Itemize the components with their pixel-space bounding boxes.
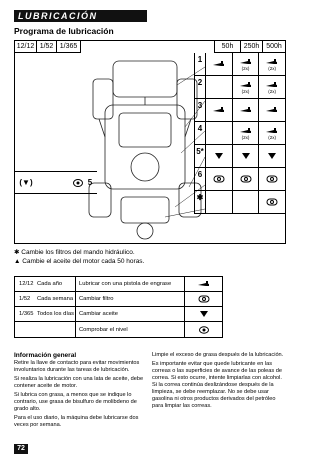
page-title: Programa de lubricación — [14, 26, 114, 36]
row-number: 5* — [196, 147, 204, 156]
info-paragraph: Si lubrica con grasa, a menos que se indique lo contrario, use grasa de bisulfuro de molibdeno de grado alto. — [14, 392, 137, 412]
grid-cell — [258, 53, 285, 75]
table-row — [15, 322, 222, 337]
row-number: 6 — [197, 170, 203, 179]
grease-gun-icon — [265, 81, 279, 89]
grease-gun-icon — [239, 58, 253, 66]
grease-gun-icon — [212, 60, 226, 68]
grid-row — [194, 168, 285, 191]
legend-icon-cell — [184, 322, 222, 337]
legend-code: 1/365 — [19, 311, 34, 317]
info-column-right — [152, 352, 287, 412]
grid-cell — [258, 99, 285, 121]
legend-code: 12/12 — [19, 281, 34, 287]
filter-paren-icon: (▼) — [19, 178, 33, 187]
row-number: 3 — [197, 101, 203, 110]
grid-cell — [232, 145, 259, 167]
filter-icon — [212, 175, 226, 183]
info-paragraph: Para el uso diario, la máquina debe lubricarse dos veces por semana. — [14, 415, 139, 428]
legend-code: 1/52 — [19, 296, 31, 302]
grid-row — [194, 122, 285, 145]
interval-header-right — [214, 41, 285, 53]
info-paragraph: Retire la llave de contacto para evitar movimientos involuntarios durante las tareas de lubricación. — [14, 360, 140, 373]
grid-cell — [205, 168, 232, 190]
interval-label: 250h — [240, 41, 262, 53]
grid-cell — [232, 191, 259, 213]
grid-cell — [205, 191, 232, 213]
oil-change-icon — [265, 152, 279, 160]
grid-cell — [232, 76, 259, 98]
page-number: 72 — [14, 444, 28, 454]
grid-cell — [232, 53, 259, 75]
grease-gun-icon — [265, 106, 279, 114]
grid-cell — [232, 168, 259, 190]
grid-cell — [205, 76, 232, 98]
legend-icon-cell — [184, 292, 222, 306]
interval-label: 12/12 — [15, 41, 37, 53]
interval-label: 500h — [262, 41, 285, 53]
legend-desc: Cambiar filtro — [75, 292, 184, 306]
grease-gun-icon — [197, 280, 211, 288]
left-row-5 — [15, 171, 97, 194]
row-number: 1 — [197, 55, 203, 64]
grease-gun-icon — [265, 58, 279, 66]
info-paragraph: Limpie el exceso de grasa después de la lubricación. — [152, 352, 284, 358]
info-paragraph: Si realiza la lubricación con una lata de aceite, debe contener aceite de motor. — [14, 376, 144, 389]
grease-gun-icon — [212, 106, 226, 114]
grid-cell — [258, 191, 285, 213]
filter-icon — [197, 295, 211, 303]
info-title: Información general — [14, 352, 77, 359]
grid-cell — [205, 122, 232, 144]
grid-cell — [205, 99, 232, 121]
grid-row — [194, 145, 285, 168]
legend-icon-cell — [184, 277, 222, 291]
oil-change-icon — [197, 310, 211, 318]
grease-gun-icon — [239, 106, 253, 114]
note-filters: ✱ Cambie los filtros del mando hidráulico. — [14, 249, 135, 256]
grid-cell — [232, 99, 259, 121]
multiplier-label: (2x) — [241, 88, 250, 94]
filter-icon — [265, 198, 279, 206]
legend-freq: Todos los días — [37, 311, 75, 317]
row-number: 4 — [197, 124, 203, 133]
legend-desc: Cambiar aceite — [75, 307, 184, 321]
filter-icon — [265, 175, 279, 183]
interval-header-left — [15, 41, 81, 53]
grid-cell — [205, 53, 232, 75]
interval-label: 1/365 — [57, 41, 81, 53]
grid-cell — [258, 168, 285, 190]
multiplier-label: (2x) — [268, 134, 277, 140]
grid-row — [194, 76, 285, 99]
oil-level-icon — [73, 179, 83, 187]
legend-desc: Lubricar con una pistola de engrase — [75, 277, 184, 291]
grid-cell — [258, 122, 285, 144]
grease-gun-icon — [239, 127, 253, 135]
oil-change-icon — [239, 152, 253, 160]
multiplier-label: (2x) — [268, 88, 277, 94]
section-header: LUBRICACIÓN — [14, 10, 147, 22]
interval-label: 1/52 — [37, 41, 57, 53]
note-oil: ▲ Cambie el aceite del motor cada 50 horas. — [14, 258, 145, 265]
oil-level-icon — [197, 326, 211, 334]
legend-table — [14, 276, 223, 338]
row-number: 5 — [87, 178, 93, 187]
grid-row — [194, 99, 285, 122]
multiplier-label: (2x) — [241, 65, 250, 71]
grid-cell — [258, 76, 285, 98]
row-number: ✱ — [196, 193, 204, 202]
legend-freq: Cada año — [37, 281, 63, 287]
grid-row — [194, 191, 285, 214]
lubrication-diagram — [14, 40, 286, 244]
legend-desc: Comprobar el nivel — [75, 322, 184, 337]
info-column-left — [14, 360, 144, 431]
grid-row — [194, 53, 285, 76]
interval-grid — [194, 53, 285, 214]
multiplier-label: (2x) — [268, 65, 277, 71]
row-number: 2 — [197, 78, 203, 87]
filter-icon — [239, 175, 253, 183]
info-paragraph: Es importante evitar que quede lubricante en las correas o las superficies de avance de las poleas de correa. Si esto ocurre, intente limpiarlas con alcohol. Si la correa continúa deslizándose después de la limpieza, se debe reemplazar. No se debe usar gasolina ni otros productos derivados del petróleo para limpiar las correas. — [152, 361, 282, 409]
legend-freq: Cada semana — [37, 296, 74, 302]
multiplier-label: (2x) — [241, 134, 250, 140]
grease-gun-icon — [239, 81, 253, 89]
legend-icon-cell — [184, 307, 222, 321]
table-row — [15, 277, 222, 292]
oil-change-icon — [212, 152, 226, 160]
table-row — [15, 307, 222, 322]
mower-illustration — [85, 57, 205, 241]
grid-cell — [258, 145, 285, 167]
grid-cell — [232, 122, 259, 144]
interval-label: 50h — [214, 41, 240, 53]
grease-gun-icon — [265, 127, 279, 135]
grid-cell — [205, 145, 232, 167]
table-row — [15, 292, 222, 307]
